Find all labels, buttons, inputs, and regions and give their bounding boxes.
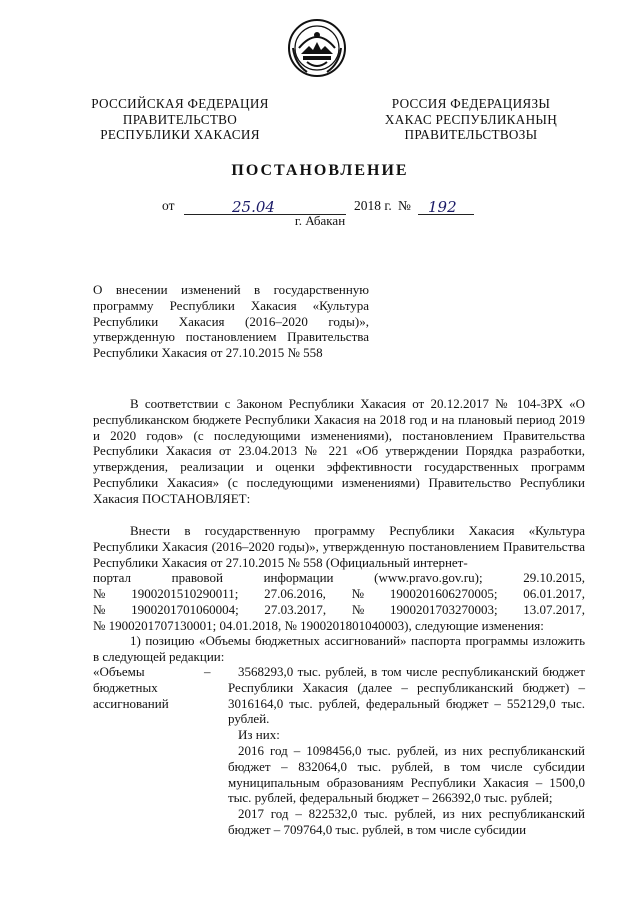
- row2-word: 06.01.2017,: [523, 586, 585, 602]
- row2-word: 1900201606270005;: [389, 586, 498, 602]
- row2-word: №: [351, 586, 365, 602]
- row1-word: правовой: [171, 570, 223, 586]
- header-right-line-1: РОССИЯ ФЕДЕРАЦИЯЗЫ: [391, 96, 551, 111]
- schedule-label-line: бюджетных: [93, 679, 158, 695]
- header-left-line-3: РЕСПУБЛИКИ ХАКАСИЯ: [100, 127, 260, 142]
- row2-word: 1900201510290011;: [131, 586, 239, 602]
- row3-word: 27.03.2017,: [264, 601, 327, 617]
- header-left-line-2: ПРАВИТЕЛЬСТВО: [122, 111, 238, 127]
- schedule-2016: 2016 год – 1098456,0 тыс. рублей, из них республиканский бюджет – 832064,0 тыс. рублей, в том числе субсидии муниципальным образованиям Республики Хакасия – 1500,0 тыс. рублей, федеральный бюджет – 266392,0 тыс. рублей;: [228, 743, 585, 806]
- row3-word: №: [351, 601, 365, 617]
- schedule-2017: 2017 год – 822532,0 тыс. рублей, из них республиканский бюджет – 709764,0 тыс. рублей, в том числе субсидии: [228, 806, 585, 837]
- paragraph-amendments: [93, 523, 585, 634]
- row2-word: №: [93, 586, 106, 602]
- paragraph-amendments-row-3: [93, 602, 585, 618]
- paragraph-amendments-text: Внести в государственную программу Республики Хакасия «Культура Республики Хакасия (2016–2020 годы)», утвержденную постановлением Правительства Республики Хакасия от 27.10.2015 № 558 (Официальный интернет-: [93, 523, 585, 570]
- header-left: [80, 96, 280, 143]
- header-left-line-1: РОССИЙСКАЯ ФЕДЕРАЦИЯ: [91, 96, 269, 111]
- row1-word: (www.pravo.gov.ru);: [374, 570, 483, 586]
- row3-word: 1900201701060004;: [131, 601, 239, 617]
- date-year: 2018 г.: [354, 198, 392, 213]
- schedule-dash: –: [204, 664, 211, 679]
- city: г. Абакан: [294, 213, 346, 228]
- handwritten-date: 25.04: [232, 198, 275, 216]
- schedule-total: 3568293,0 тыс. рублей, в том числе республиканский бюджет Республики Хакасия (далее – республиканский бюджет) – 3016164,0 тыс. рублей, федеральный бюджет – 552129,0 тыс. рублей.: [228, 664, 585, 727]
- schedule-label-line: «Объемы: [93, 664, 145, 679]
- paragraph-amendments-row-1: [93, 570, 585, 586]
- row3-word: №: [93, 601, 106, 617]
- row2-word: 27.06.2016,: [264, 586, 326, 602]
- row1-word: 29.10.2015,: [523, 570, 585, 586]
- date-from-label: от: [162, 198, 175, 213]
- paragraph-amendments-row-2: [93, 586, 585, 602]
- handwritten-number: 192: [428, 198, 457, 216]
- subject-heading: О внесении изменений в государственную программу Республики Хакасия «Культура Республики Хакасия (2016–2020 годы)», утвержденную постановлением Правительства Республики Хакасия от 27.10.2015 № 558: [93, 282, 369, 361]
- paragraph-item-1: 1) позицию «Объемы бюджетных ассигнований» паспорта программы изложить в следующей редакции:: [93, 633, 585, 664]
- coat-of-arms-icon: [287, 18, 347, 78]
- row1-word: информации: [263, 570, 334, 586]
- paragraph-basis: В соответствии с Законом Республики Хакасия от 20.12.2017 № 104-ЗРХ «О республиканском бюджете Республики Хакасия на 2018 год и на плановый период 2019 и 2020 годов» (с последующими изменениями), постановлением Правительства Республики Хакасия от 23.04.2013 № 221 «Об утверждении Порядка разработки, утверждения, реализации и оценки эффективности государственных программ Республики Хакасия» (с последующими изменениями) Правительство Республики Хакасия ПОСТАНОВЛЯЕТ:: [93, 396, 585, 506]
- paragraph-amendments-last: № 1900201707130001; 04.01.2018, № 1900201801040003), следующие изменения:: [93, 617, 544, 633]
- row3-word: 13.07.2017,: [523, 601, 585, 617]
- row3-word: 1900201703270003;: [389, 601, 498, 617]
- row1-word: портал: [93, 570, 131, 586]
- schedule-label: [93, 664, 213, 711]
- header-right: [366, 96, 576, 143]
- number-sign: №: [398, 198, 411, 213]
- schedule-label-line: ассигнований: [93, 695, 169, 711]
- document-title: ПОСТАНОВЛЕНИЕ: [231, 162, 409, 179]
- header-right-line-2: ХАКАС РЕСПУБЛИКАНЫҢ: [384, 111, 558, 127]
- schedule-of-them: Из них:: [238, 727, 280, 742]
- header-right-line-3: ПРАВИТЕЛЬСТВОЗЫ: [404, 127, 538, 142]
